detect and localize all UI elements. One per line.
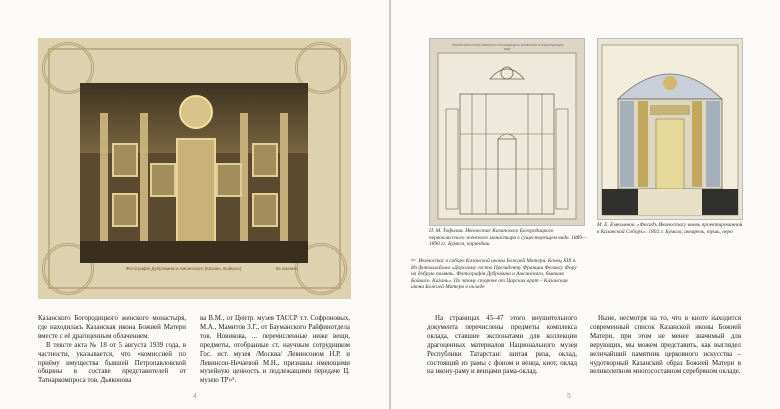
page-number: 5 [567,393,571,400]
paragraph: Ныне, несмотря на то, что в киоте находится современный список Казанской иконы Божией Матери, при этом не менее значимый для верующих, мы можем представить, как выглядел величайший памятник церковного искусства – чудотворный Казанский образ Божией Матери в великолепном многосоставном серебряном окладе. [590,315,741,376]
iconostasis-drawing-figure [429,38,585,226]
photo-side-caption [411,258,581,291]
paragraph: На страницах 45–47 этого внушительного документа перечислены предметы комплекса оклада, ставшие экспонатами для коллекции драгоценных материалов Национального музея Республики Татарстан: шитая риза, оклад, состоящий из рамы с фоном и венца, киот, оклад на икону-раму и венцами рама-оклад. [427,315,577,376]
side-caption-text: Иконостас в соборе Казанской иконы Божией Матери. Конец XIX в. Из фотоальбома «Дорогому гостю Президенту Франции Феликсу Фору на добрую память. Фотографія Дубровина и Амсинскаго, бывшая Бойкаго. Казань». По этому стороне от Царских врат – Казанская икона Божией Матери в окладе [411,258,577,291]
paragraph: Казанского Богородицкого женского монастыря, где находилась Казанская икона Божией Матери вместе с её драгоценным облачением. [38,315,186,340]
figure-caption-2: М. Е. Емельянов. «Фасадъ Иконостасу вновь проектированной в Казанской Соборъ». 1802 г. Бумага, акварель, тушь, перо [597,222,743,235]
iconostasis-facade-figure [597,38,743,220]
right-page [391,0,780,409]
paragraph: В тексте акта № 18 от 5 августа 1939 года, в частности, указывается, что «комиссией по приёму имущества бывшей Петропавловской общины в составе представителей от Татнаркомпроса тов. Дьяконова [38,341,186,385]
right-column-1 [427,315,577,377]
arrow-left-icon: ⇦ [411,258,416,264]
figure-caption-1: П. М. Тофилин. Иконостас Казанского Богородицкого первоклассного женского монастыря в существующем виде. 1889—1890 гг. Бумага, карандаш [429,228,587,248]
photo-stamp: въ Казани. [276,266,299,271]
iconostasis-sketch [430,39,584,225]
photo-plate [38,38,351,299]
drawing-heading: Чертеж иконостаса Казанского Богородицкого монастыря в существующем виде [451,43,564,51]
photo-caption: Фотографія Дубровина и Амсинскаго (Казань, Бойкаго) [126,266,242,271]
right-column-2 [590,315,741,377]
page-number: 4 [193,393,197,400]
iconostasis-photo [80,83,308,263]
facade-watercolor [598,39,742,219]
left-column-1 [38,315,186,386]
left-page [0,0,389,409]
paragraph: ва В.М., от Центр. музея ТАССР т.т. Софроновых, М.А., Мамитов З.Г., от Бауманского Райфинотдела тов. Новикова, ... перечисленные ниже вещи, предметы, отобранные ст. научным сотрудником Гос. ист. музея /Москва/ Левинсоном Н.Р. и Левинсон-Нечаевой М.Н., признаны имеющими музейную ценность и подлежащими передаче Ц. музею ТР»⁵. [200,315,350,385]
left-column-2 [200,315,350,386]
